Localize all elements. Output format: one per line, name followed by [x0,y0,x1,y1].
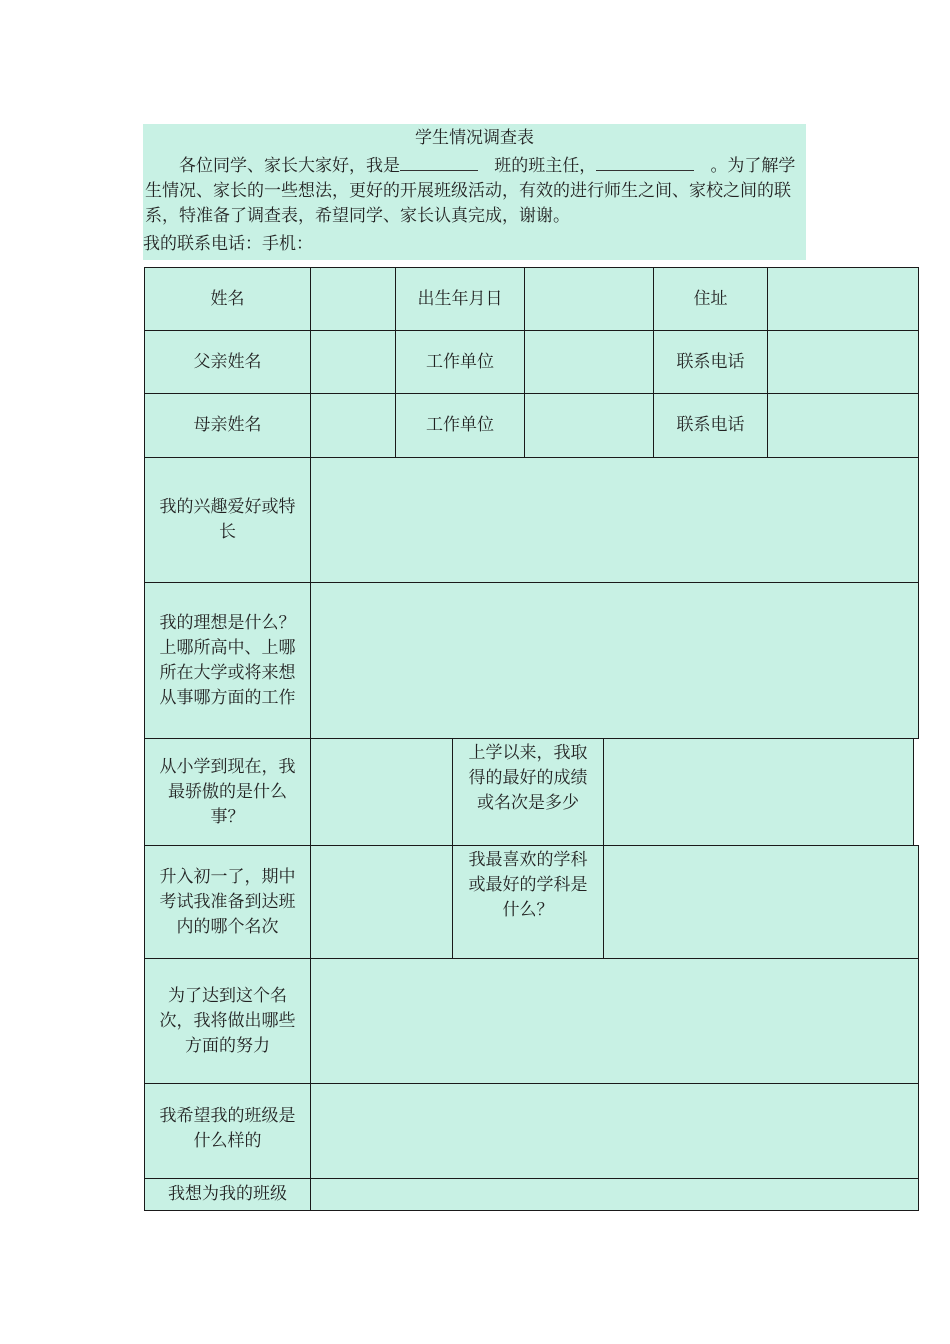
proud-field[interactable] [310,738,453,846]
address-label: 住址 [653,267,768,331]
phone-label: 我的联系电话：手机： [143,234,313,254]
ideal-label: 我的理想是什么？上哪所高中、上哪所在大学或将来想从事哪方面的工作 [144,582,311,739]
midterm-goal-label: 升入初一了，期中考试我准备到达班内的哪个名次 [144,845,311,959]
class-do-field[interactable] [310,1178,919,1211]
favorite-subject-field[interactable] [603,845,919,959]
mother-work-label: 工作单位 [395,393,525,458]
form-title: 学生情况调查表 [415,128,534,148]
father-work-field[interactable] [524,330,654,394]
mother-phone-field[interactable] [767,393,919,458]
effort-label: 为了达到这个名次，我将做出哪些方面的努力 [144,958,311,1084]
teacher-class-blank[interactable] [400,152,478,171]
best-result-field[interactable] [603,738,914,846]
mother-phone-label: 联系电话 [653,393,768,458]
class-hope-field[interactable] [310,1083,919,1179]
proud-label: 从小学到现在，我最骄傲的是什么事？ [144,738,311,846]
greeting-end: 。为了解学生情况、家长的一些想法，更好的开展班级活动，有效的进行师生之间、家校之间的联系，特准备了调查表，希望同学、家长认真完成，谢谢。 [145,156,796,226]
father-name-label: 父亲姓名 [144,330,311,394]
hobby-field[interactable] [310,457,919,583]
intro-box [143,124,806,260]
birth-field[interactable] [524,267,654,331]
midterm-goal-field[interactable] [310,845,453,959]
birth-label: 出生年月日 [395,267,525,331]
greeting-start: 各位同学、家长大家好，我是 [179,156,400,176]
father-phone-field[interactable] [767,330,919,394]
effort-field[interactable] [310,958,919,1084]
ideal-field[interactable] [310,582,919,739]
greeting-mid: 班的班主任， [494,156,597,176]
class-hope-label: 我希望我的班级是什么样的 [144,1083,311,1179]
father-work-label: 工作单位 [395,330,525,394]
mother-name-field[interactable] [310,393,396,458]
hobby-label: 我的兴趣爱好或特长 [144,457,311,583]
mother-work-field[interactable] [524,393,654,458]
father-name-field[interactable] [310,330,396,394]
address-field[interactable] [767,267,919,331]
intro-paragraph [145,152,804,229]
mother-name-label: 母亲姓名 [144,393,311,458]
father-phone-label: 联系电话 [653,330,768,394]
name-field[interactable] [310,267,396,331]
best-result-label: 上学以来，我取得的最好的成绩或名次是多少 [452,738,604,846]
favorite-subject-label: 我最喜欢的学科或最好的学科是什么？ [452,845,604,959]
class-do-label: 我想为我的班级 [144,1178,311,1211]
teacher-name-blank[interactable] [596,152,694,171]
name-label: 姓名 [144,267,311,331]
